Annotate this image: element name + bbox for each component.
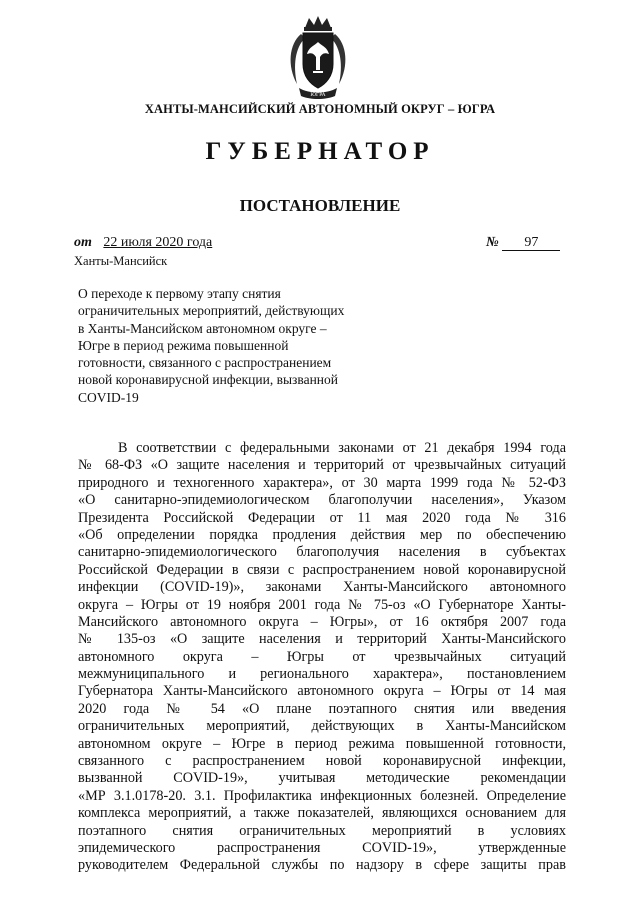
subject-line: COVID-19 xyxy=(78,389,139,405)
body-line: «МР 3.1.0178-20. 3.1. Профилактика инфекционных болезней. Определение xyxy=(78,787,566,804)
subject-line: новой коронавирусной инфекции, вызванной xyxy=(78,372,338,388)
subject-line: Югре в период режима повышенной xyxy=(78,337,289,353)
body-line: Мансийского автономного округа – Югры», от 16 октября 2007 года xyxy=(78,613,566,630)
body-line: санитарно-эпидемиологического благополучия населения в субъектах xyxy=(78,544,566,561)
number-prefix: № xyxy=(486,235,499,250)
body-line: Губернатора Ханты-Мансийского автономного округа – Югры от 14 мая xyxy=(78,683,566,700)
date-value: 22 июля 2020 года xyxy=(103,235,213,250)
body-line: автономного округа – Югры от чрезвычайных ситуаций xyxy=(78,648,566,665)
body-line: вызванной COVID-19», учитывая методические рекомендации xyxy=(78,770,566,787)
document-type: ПОСТАНОВЛЕНИЕ xyxy=(239,196,401,215)
body-line: автономном округе – Югре в период режима повышенной готовности, xyxy=(78,735,566,752)
body-line: комплекса мероприятий, а также показателей, являющихся основанием для xyxy=(78,805,566,822)
coat-of-arms-emblem xyxy=(283,14,353,100)
region-title: ХАНТЫ-МАНСИЙСКИЙ АВТОНОМНЫЙ ОКРУГ – ЮГРА xyxy=(144,102,496,116)
number-value: 97 xyxy=(502,235,560,251)
body-line: межмуниципального и регионального характера», постановлением xyxy=(78,666,566,683)
body-line: Российской Федерации в связи с распространением новой коронавирусной xyxy=(78,561,566,578)
body-line: № 68-ФЗ «О защите населения и территорий от чрезвычайных ситуаций xyxy=(78,457,566,474)
body-line: руководителем Федеральной службы по надзору в сфере защиты прав xyxy=(78,857,566,874)
body-line: округа – Югры от 19 ноября 2001 года № 75-оз «О Губернаторе Ханты- xyxy=(78,596,566,613)
document-subject xyxy=(78,285,388,406)
subject-line: готовности, связанного с распространением xyxy=(78,355,332,371)
city: Ханты-Мансийск xyxy=(74,254,168,268)
document-date xyxy=(74,235,244,251)
body-line: природного и техногенного характера», от 30 марта 1999 года № 52-ФЗ xyxy=(78,474,566,491)
body-line: «Об определении порядка продления действия мер по обеспечению xyxy=(78,526,566,543)
body-line: В соответствии с федеральными законами от 21 декабря 1994 года xyxy=(118,440,566,456)
body-line: инфекции (COVID-19)», законами Ханты-Мансийского автономного xyxy=(78,579,566,596)
body-line: эпидемического распространения COVID-19», утвержденные xyxy=(78,839,566,856)
body-line: № 135-оз «О защите населения и территорий Ханты-Мансийского xyxy=(78,631,566,648)
document-number xyxy=(486,235,560,251)
body-line: связанного с распространением новой коронавирусной инфекции, xyxy=(78,753,566,770)
body-paragraph xyxy=(78,440,566,875)
subject-line: О переходе к первому этапу снятия xyxy=(78,286,281,301)
date-prefix: от xyxy=(74,235,92,250)
body-line: Президента Российской Федерации от 11 мая 2020 года № 316 xyxy=(78,509,566,526)
authority-title: ГУБЕРНАТОР xyxy=(205,138,435,165)
body-line: 2020 года № 54 «О плане поэтапного снятия или введения xyxy=(78,700,566,717)
body-line: «О санитарно-эпидемиологическом благополучии населения», Указом xyxy=(78,492,566,509)
emblem-ribbon-text: ЮГРА xyxy=(310,92,326,98)
subject-line: ограничительных мероприятий, действующих xyxy=(78,303,345,319)
body-line: ограничительных мероприятий, действующих в Ханты-Мансийском xyxy=(78,718,566,735)
body-line: поэтапного снятия ограничительных мероприятий в условиях xyxy=(78,822,566,839)
subject-line: в Ханты-Мансийском автономном округе – xyxy=(78,320,327,336)
